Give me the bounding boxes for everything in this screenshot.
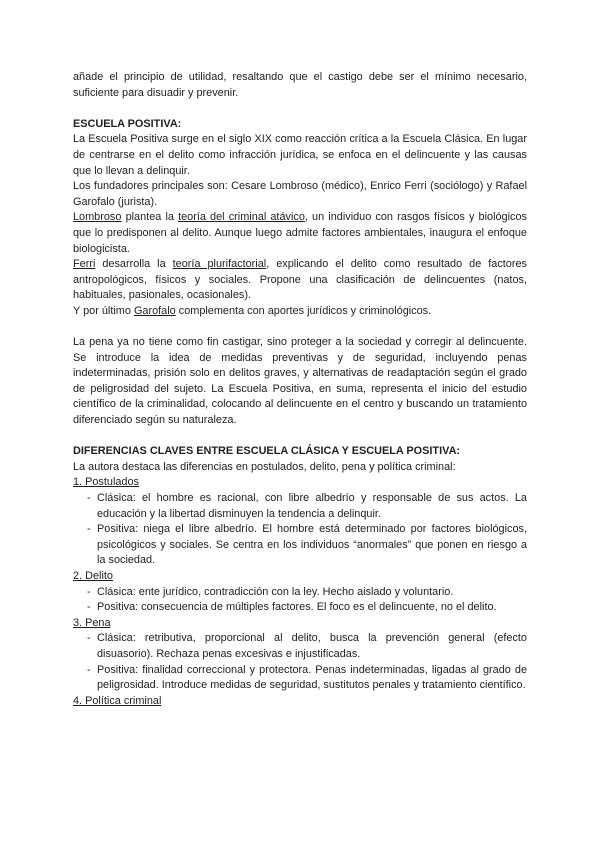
diferencias-intro: La autora destaca las diferencias en postulados, delito, pena y política criminal:	[73, 460, 456, 473]
ferri-text-1: desarrolla la	[95, 258, 173, 271]
section-title-pena: 3. Pena	[73, 616, 111, 629]
dash-bullet: -	[87, 523, 91, 536]
section-title-politica-criminal: 4. Política criminal	[73, 694, 162, 707]
ferri-text-2: , explicando el delito como resultado de factores antropológicos, físicos y sociales. Propone una clasificación de delincuentes (natos, habituales, pasionales, ocasionales).	[73, 258, 527, 302]
section-title-postulados: 1. Postulados	[73, 476, 139, 489]
heading-diferencias: DIFERENCIAS CLAVES ENTRE ESCUELA CLÁSICA Y ESCUELA POSITIVA:	[73, 445, 461, 458]
dash-bullet: -	[87, 601, 91, 614]
positiva-paragraph-ferri	[73, 257, 527, 304]
list-item	[73, 491, 527, 522]
spacer	[73, 320, 527, 336]
pena-list	[73, 631, 527, 693]
list-item	[73, 585, 527, 601]
list-item	[73, 522, 527, 569]
positiva-paragraph-pena: La pena ya no tiene como fin castigar, sino proteger a la sociedad y corregir al delincuente. Se introduce la idea de medidas preventivas y de seguridad, incluyendo penas indeterminadas, prisión solo en delitos graves, y alternativas de readaptación según el grado de peligrosidad del sujeto. La Escuela Positiva, en suma, representa el inicio del estudio científico de la criminalidad, colocando al delincuente en el centro y buscando un tratamiento diferenciado según su naturaleza.	[73, 336, 527, 427]
positiva-paragraph-garofalo	[73, 304, 527, 320]
dash-bullet: -	[87, 632, 91, 645]
dash-bullet: -	[87, 492, 91, 505]
lombroso-theory: teoría del criminal atávico	[178, 211, 305, 224]
list-item-text: Positiva: consecuencia de múltiples factores. El foco es el delincuente, no el delito.	[97, 601, 497, 614]
list-item-text: Positiva: niega el libre albedrío. El hombre está determinado por factores biológicos, psicológicos y sociales. Se centra en los individuos “anormales” que ponen en riesgo a la sociedad.	[97, 523, 527, 567]
lombroso-name: Lombroso	[73, 211, 122, 224]
list-item	[73, 631, 527, 662]
positiva-paragraph-1: La Escuela Positiva surge en el siglo XIX como reacción crítica a la Escuela Clásica. En lugar de centrarse en el delito como infracción jurídica, se enfoca en el delincuente y las causas que lo llevan a delinquir.	[73, 133, 527, 177]
positiva-paragraph-founders: Los fundadores principales son: Cesare Lombroso (médico), Enrico Ferri (sociólogo) y Rafael Garofalo (jurista).	[73, 180, 527, 208]
delito-list	[73, 585, 527, 616]
heading-escuela-positiva: ESCUELA POSITIVA:	[73, 117, 182, 130]
lombroso-text-1: plantea la	[121, 211, 179, 224]
garofalo-name: Garofalo	[133, 304, 176, 317]
list-item-text: Clásica: retributiva, proporcional al delito, busca la prevención general (efecto disuasorio). Rechaza penas excesivas e injustificadas.	[97, 632, 527, 660]
spacer	[73, 101, 527, 117]
postulados-list	[73, 491, 527, 569]
list-item	[73, 600, 527, 616]
garofalo-text-1: Y por último	[73, 304, 134, 317]
dash-bullet: -	[87, 585, 91, 598]
garofalo-text-2: complementa con aportes jurídicos y criminológicos.	[175, 304, 432, 317]
document-page	[73, 70, 527, 709]
section-title-delito: 2. Delito	[73, 570, 113, 582]
spacer	[73, 429, 527, 445]
ferri-theory: teoría plurifactorial	[172, 258, 267, 271]
list-item	[73, 663, 527, 694]
list-item-text: Positiva: finalidad correccional y protectora. Penas indeterminadas, ligadas al grado de peligrosidad. Introduce medidas de seguridad, sustitutos penales y tratamiento científico.	[97, 663, 527, 692]
dash-bullet: -	[87, 663, 91, 676]
lombroso-text-2: , un individuo con rasgos físicos y biológicos que lo predisponen al delito. Aunque luego admite factores ambientales, inaugura el enfoque biologicista.	[73, 211, 527, 255]
list-item-text: Clásica: el hombre es racional, con libre albedrío y responsable de sus actos. La educación y la libertad disminuyen la tendencia a delinquir.	[97, 492, 527, 520]
positiva-paragraph-lombroso	[73, 210, 527, 257]
ferri-name: Ferri	[73, 258, 96, 271]
list-item-text: Clásica: ente jurídico, contradicción con la ley. Hecho aislado y voluntario.	[97, 585, 454, 598]
intro-paragraph: añade el principio de utilidad, resaltando que el castigo debe ser el mínimo necesario, suficiente para disuadir y prevenir.	[73, 71, 527, 99]
